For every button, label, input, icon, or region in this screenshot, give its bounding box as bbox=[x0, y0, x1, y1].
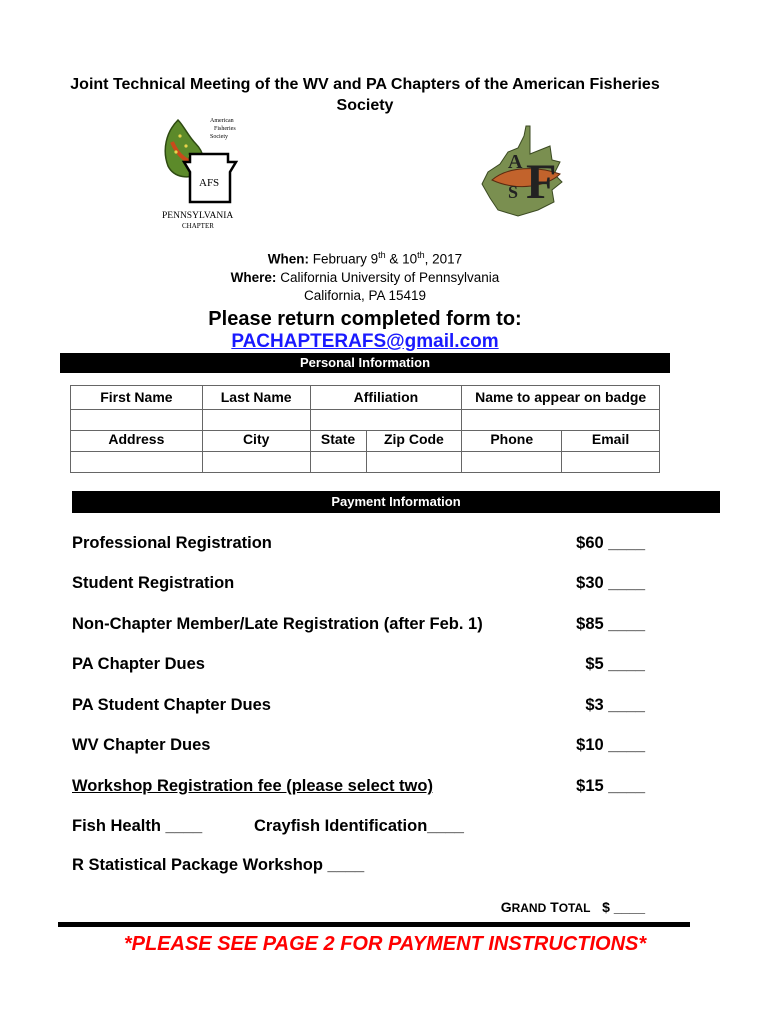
payment-notice: *PLEASE SEE PAGE 2 FOR PAYMENT INSTRUCTIONS* bbox=[123, 933, 647, 955]
r-workshop-option[interactable]: R Statistical Package Workshop ____ bbox=[72, 856, 365, 874]
last-name-header: Last Name bbox=[202, 386, 310, 410]
return-heading: Please return completed form to: bbox=[208, 308, 522, 330]
where-line: Where: California University of Pennsylvania bbox=[230, 269, 500, 285]
table-row bbox=[71, 452, 660, 473]
pa-chapter-dues-label: PA Chapter Dues bbox=[72, 655, 205, 673]
pa-caption-line2: CHAPTER bbox=[182, 222, 214, 230]
affiliation-field[interactable] bbox=[310, 410, 462, 431]
city-line: California, PA 15419 bbox=[303, 287, 427, 303]
keystone-afs: AFS bbox=[199, 177, 220, 189]
professional-registration-label: Professional Registration bbox=[72, 534, 272, 552]
student-registration-label: Student Registration bbox=[72, 574, 235, 592]
pa-chapter-dues-price[interactable]: $5 ____ bbox=[585, 655, 645, 673]
page-title: Joint Technical Meeting of the WV and PA Chapters of the American Fisheries Society bbox=[70, 76, 660, 114]
wv-letter-s: S bbox=[508, 182, 519, 202]
grand-total bbox=[440, 899, 645, 915]
crayfish-option[interactable]: Crayfish Identification____ bbox=[254, 817, 464, 835]
non-chapter-registration-price[interactable]: $85 ____ bbox=[576, 615, 645, 633]
afs-org-line2: Fisheries bbox=[214, 126, 236, 132]
wv-chapter-logo bbox=[478, 124, 578, 220]
zip-header: Zip Code bbox=[366, 431, 462, 452]
pa-student-dues-price[interactable]: $3 ____ bbox=[585, 696, 645, 714]
afs-org-line1: American bbox=[210, 118, 234, 124]
grand-total-value[interactable]: $ ____ bbox=[602, 899, 645, 915]
grand-total-label: GRAND TOTAL bbox=[500, 899, 591, 915]
afs-org-line3: Society bbox=[210, 134, 228, 140]
state-header: State bbox=[310, 431, 366, 452]
workshop-fee-label: Workshop Registration fee (please select two) bbox=[72, 777, 433, 795]
fish-health-option[interactable]: Fish Health ____ bbox=[72, 817, 203, 835]
table-row bbox=[71, 410, 660, 431]
wv-letter-a: A bbox=[508, 151, 523, 173]
professional-registration-price[interactable]: $60 ____ bbox=[576, 534, 645, 552]
phone-header: Phone bbox=[462, 431, 562, 452]
address-header: Address bbox=[71, 431, 203, 452]
when-line: When: February 9th & 10th, 2017 bbox=[267, 250, 463, 267]
payment-info-bar: Payment Information bbox=[72, 491, 720, 513]
last-name-field[interactable] bbox=[202, 410, 310, 431]
badge-name-field[interactable] bbox=[462, 410, 660, 431]
pa-chapter-logo bbox=[160, 112, 250, 230]
divider bbox=[58, 922, 690, 927]
personal-info-table bbox=[70, 385, 660, 473]
badge-name-header: Name to appear on badge bbox=[462, 386, 660, 410]
wv-chapter-dues-price[interactable]: $10 ____ bbox=[576, 736, 645, 754]
pa-student-dues-label: PA Student Chapter Dues bbox=[72, 696, 271, 714]
table-row bbox=[71, 431, 660, 452]
non-chapter-registration-label: Non-Chapter Member/Late Registration (after Feb. 1) bbox=[72, 615, 483, 633]
pa-caption-line1: PENNSYLVANIA bbox=[162, 211, 234, 221]
event-details bbox=[160, 246, 570, 305]
affiliation-header: Affiliation bbox=[310, 386, 462, 410]
state-field[interactable] bbox=[310, 452, 366, 473]
workshop-fee-price[interactable]: $15 ____ bbox=[576, 777, 645, 795]
first-name-header: First Name bbox=[71, 386, 203, 410]
city-header: City bbox=[202, 431, 310, 452]
first-name-field[interactable] bbox=[71, 410, 203, 431]
zip-field[interactable] bbox=[366, 452, 462, 473]
wv-letter-f: F bbox=[526, 153, 557, 209]
address-field[interactable] bbox=[71, 452, 203, 473]
city-field[interactable] bbox=[202, 452, 310, 473]
phone-field[interactable] bbox=[462, 452, 562, 473]
wv-chapter-dues-label: WV Chapter Dues bbox=[72, 736, 211, 754]
table-row bbox=[71, 386, 660, 410]
submit-email-link[interactable]: PACHAPTERAFS@gmail.com bbox=[231, 331, 499, 352]
email-header: Email bbox=[562, 431, 660, 452]
email-field[interactable] bbox=[562, 452, 660, 473]
student-registration-price[interactable]: $30 ____ bbox=[576, 574, 645, 592]
personal-info-bar: Personal Information bbox=[60, 353, 670, 373]
